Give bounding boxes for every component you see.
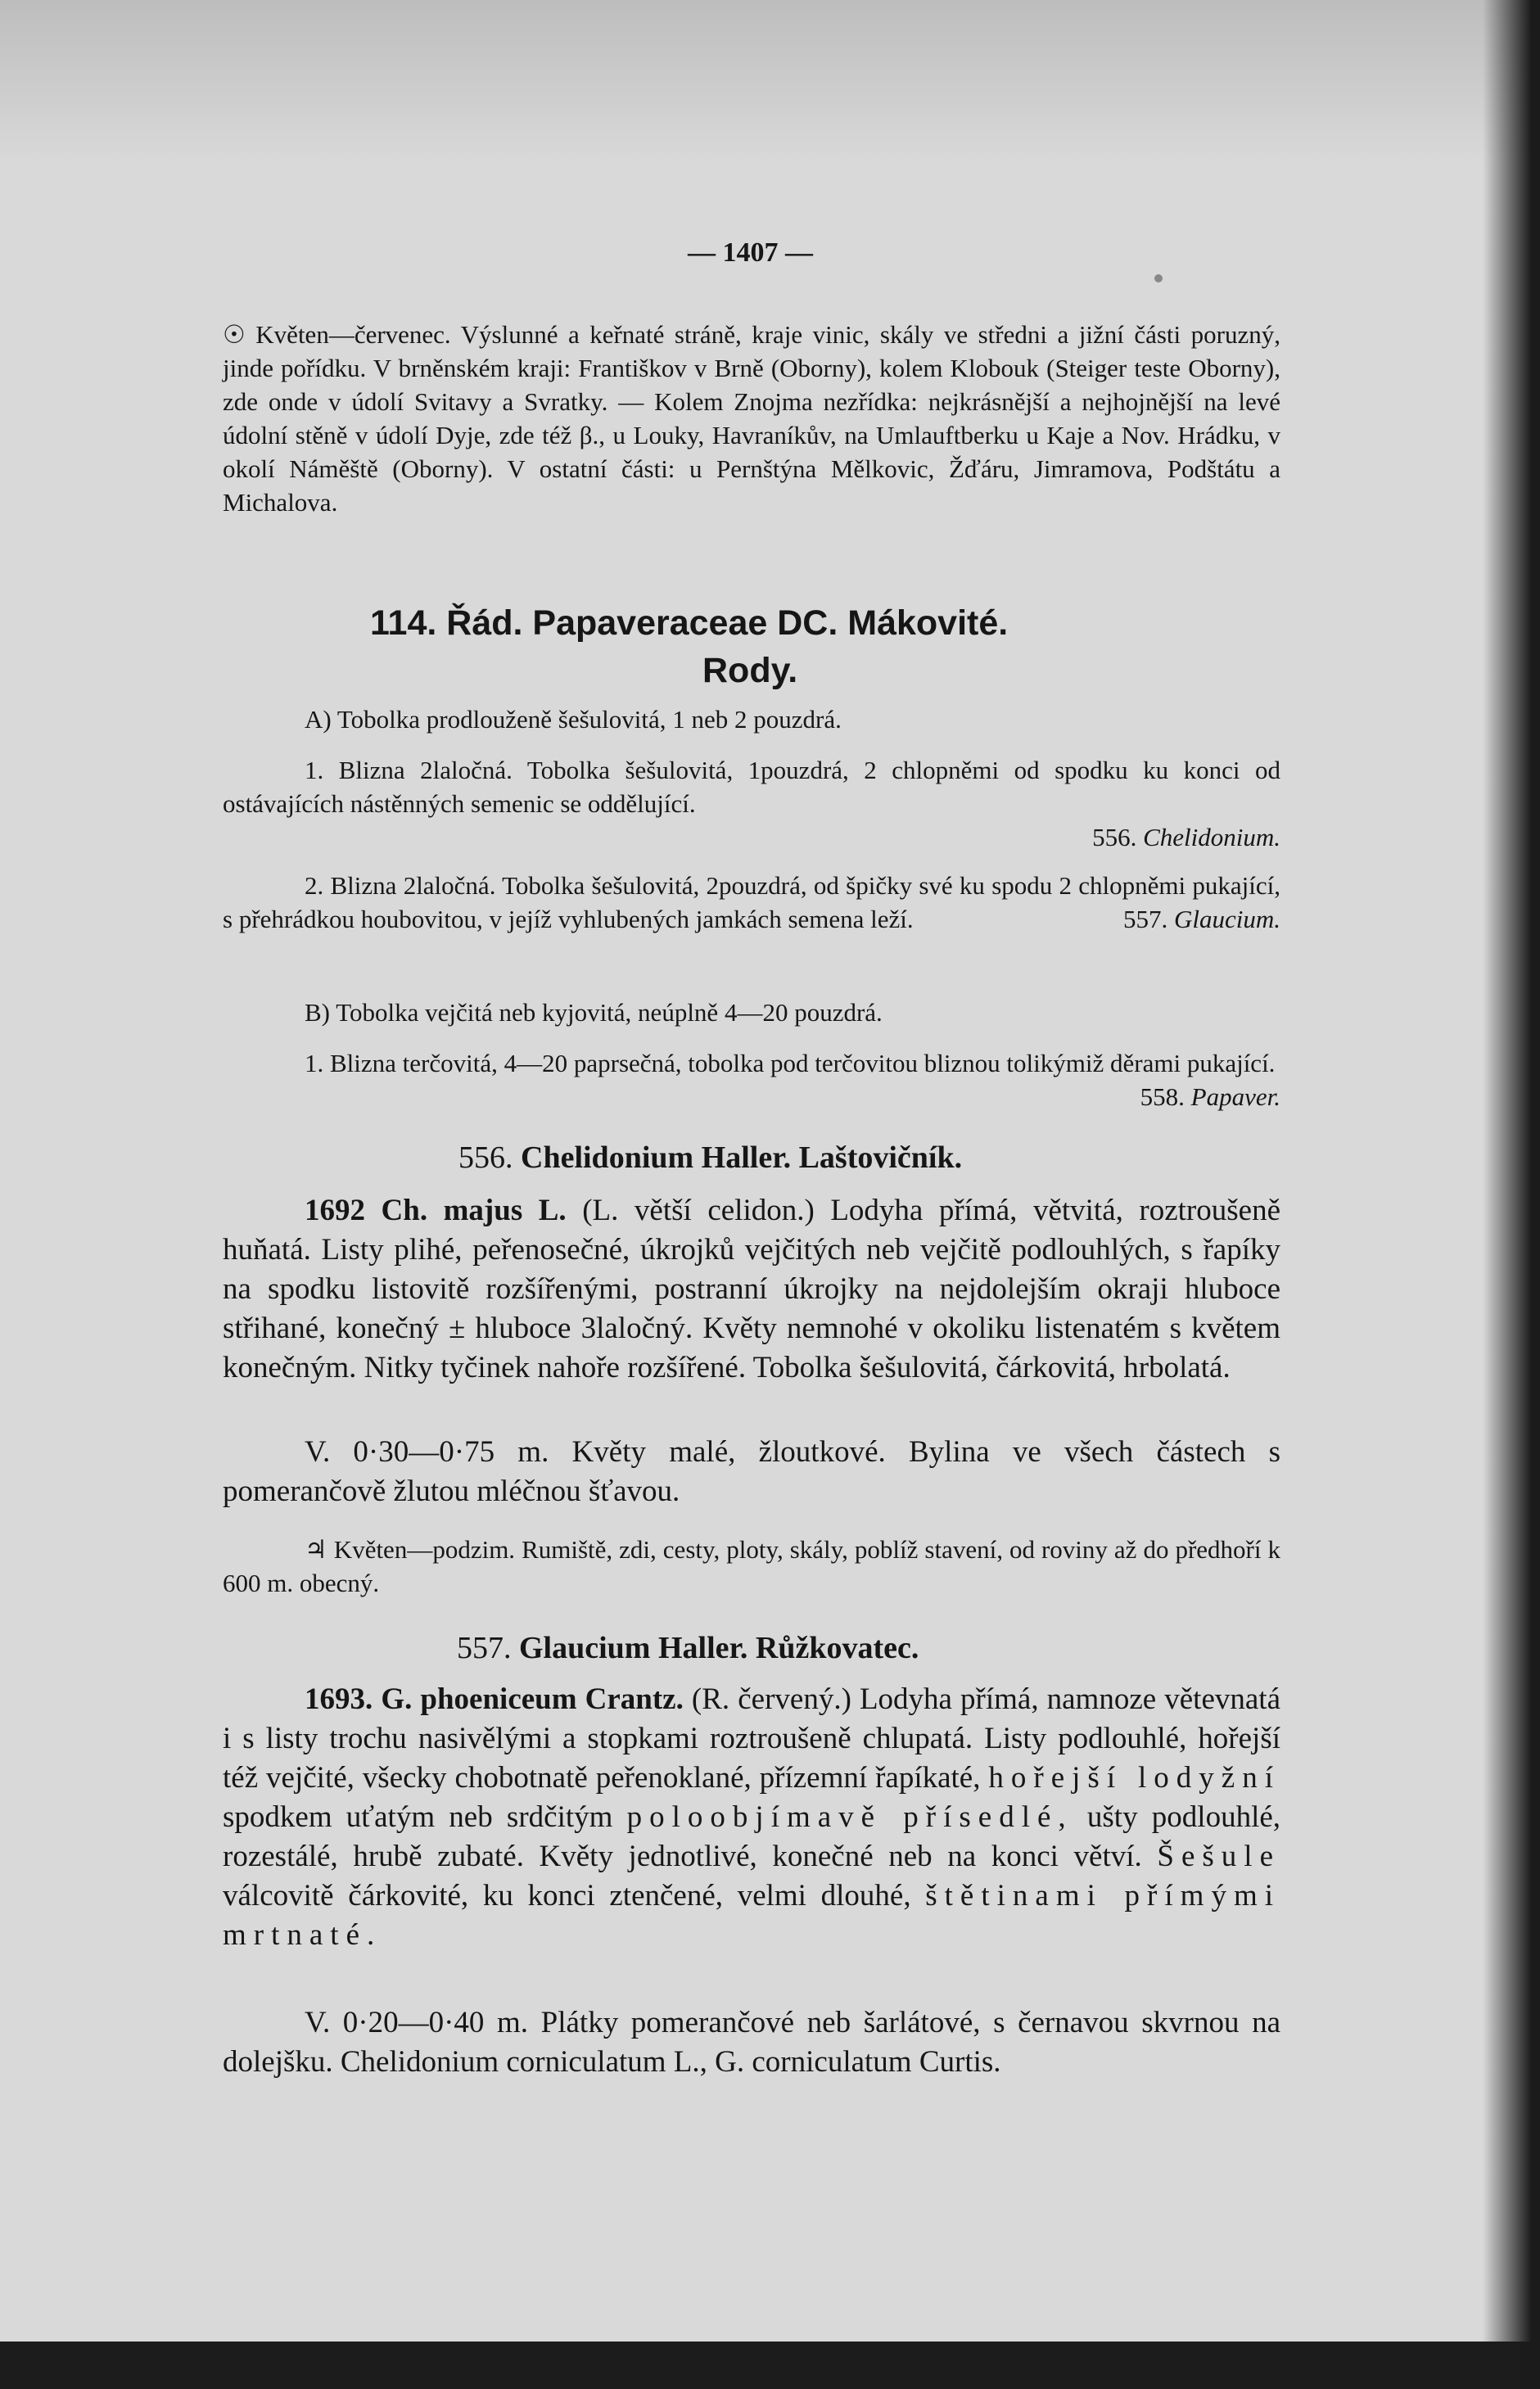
species-1692-size: V. 0·30—0·75 m. Květy malé, žloutkové. Bylina ve všech částech s pomerančově žlutou mléčnou šťavou. [223,1435,1280,1508]
species-1693-spaced-4: štětinami přímými mrtnaté. [223,1879,1281,1952]
genus-556-title [458,1140,962,1176]
species-1693-text-d: válcovitě čárkovité, ku konci ztenčené, velmi dlouhé, [223,1879,911,1913]
species-1692-habitat: ♃ Květen—podzim. Rumiště, zdi, cesty, ploty, skály, poblíž stavení, od roviny až do předhoří k 600 m. obecný. [223,1535,1280,1597]
key-a2 [223,869,1280,936]
species-1692 [223,1191,1280,1388]
key-a2-text: 2. Blizna 2laločná. Tobolka šešulovitá, 2pouzdrá, od špičky své ku spodu 2 chlopněmi pukající, s přehrádkou houbovitou, v jejíž vyhlubených jamkách semena leží. [223,871,1280,933]
key-a2-result [1123,902,1280,936]
key-a2-num: 557. [1122,905,1168,933]
key-a1-result [223,820,1280,854]
species-1693-text-c: ušty podlouhlé, rozestálé, hrubě zubaté. Květy jednotlivé, konečné neb na konci větví. [223,1800,1281,1873]
species-1693-text-b: spodkem uťatým neb srdčitým [223,1800,613,1834]
key-b1 [223,1046,1280,1113]
page-number: — 1407 — [688,237,813,268]
species-1692-text: (L. větší celidon.) Lodyha přímá, větvitá, roztroušeně huňatá. Listy plihé, peřenosečné, úkrojků vejčitých neb vejčitě podlouhlých, s řapíky na spodku listovitě rozšířenými, postranní úkrojky na nejdolejším okraji hluboce střihané, konečný ± hluboce 3laločný. Květy nemnohé v okoliku listenatém s květem konečným. Nitky tyčinek nahoře rozšířené. Tobolka šešulovitá, čárkovitá, hrbolatá. [223,1194,1280,1384]
intro-paragraph: ☉ Květen—červenec. Výslunné a keřnaté stráně, kraje vinic, skály ve středni a jižní části poruzný, jinde pořídku. V brněnském kraji: Františkov v Brně (Oborny), kolem Klobouk (Steiger teste Oborny), zde onde v údolí Svitavy a Svratky. — Kolem Znojma nezřídka: nejkrásnější a nejhojnější na levé údolní stěně v údolí Dyje, zde též β., u Louky, Havraníkův, na Umlauftberku u Kaje a Nov. Hrádku, v okolí Náměště (Oborny). V ostatní části: u Pernštýna Mělkovic, Žďáru, Jimramova, Podštátu a Michalova. [223,320,1280,517]
species-1693-spaced-1: hořejší lodyžní [988,1761,1281,1795]
species-1692-name: Ch. majus L. [381,1194,567,1227]
order-title: 114. Řád. Papaveraceae DC. Mákovité. [370,603,1009,643]
key-b1-num: 558. [1140,1082,1185,1111]
genus-557-num: 557. [457,1631,512,1665]
genera-heading: Rody. [702,651,798,690]
key-b1-result [1140,1080,1280,1113]
key-a1-num: 556. [1092,823,1137,851]
species-1693-text-a: (R. červený.) Lodyha přímá, namnoze větevnatá i s listy trochu nasivělými a stopkami roztroušeně chlupatá. Listy podlouhlé, hořejší též vejčité, všecky chobotnatě peřenoklané, přízemní řapíkaté, [223,1682,1280,1795]
genus-557-title [457,1630,919,1666]
species-1693-num: 1693. [305,1682,373,1716]
key-a2-genus: Glaucium. [1173,905,1280,933]
genus-556-num: 556. [458,1140,513,1175]
key-a1-genus: Chelidonium. [1143,823,1280,851]
species-1693-name: G. phoeniceum Crantz. [381,1682,684,1716]
species-1692-num: 1692 [305,1194,365,1227]
key-b1-text: 1. Blizna terčovitá, 4—20 paprsečná, tobolka pod terčovitou bliznou tolikýmiž děrami pukající. [305,1049,1276,1077]
species-1693-spaced-3: Šešule [1157,1840,1280,1873]
key-a1 [223,753,1280,854]
species-1693 [223,1680,1280,1955]
key-a-head: A) Tobolka prodlouženě šešulovitá, 1 neb 2 pouzdrá. [305,705,842,734]
genus-557-name: Glaucium Haller. Růžkovatec. [519,1631,919,1665]
genus-556-name: Chelidonium Haller. Laštovičník. [521,1140,963,1175]
species-1693-size: V. 0·20—0·40 m. Plátky pomerančové neb šarlátové, s černavou skvrnou na dolejšku. Chelidonium corniculatum L., G. corniculatum Curtis. [223,2006,1280,2079]
key-b-head: B) Tobolka vejčitá neb kyjovitá, neúplně 4—20 pouzdrá. [305,998,883,1027]
key-b1-genus: Papaver. [1190,1082,1280,1111]
species-1693-spaced-2: poloobjímavě přísedlé, [626,1800,1073,1834]
ink-speck [1154,274,1163,282]
scan-background [0,2342,1540,2389]
key-a1-text: 1. Blizna 2laločná. Tobolka šešulovitá, 1pouzdrá, 2 chlopněmi od spodku ku konci od ostávajících nástěnných semenic se oddělující. [223,756,1280,818]
